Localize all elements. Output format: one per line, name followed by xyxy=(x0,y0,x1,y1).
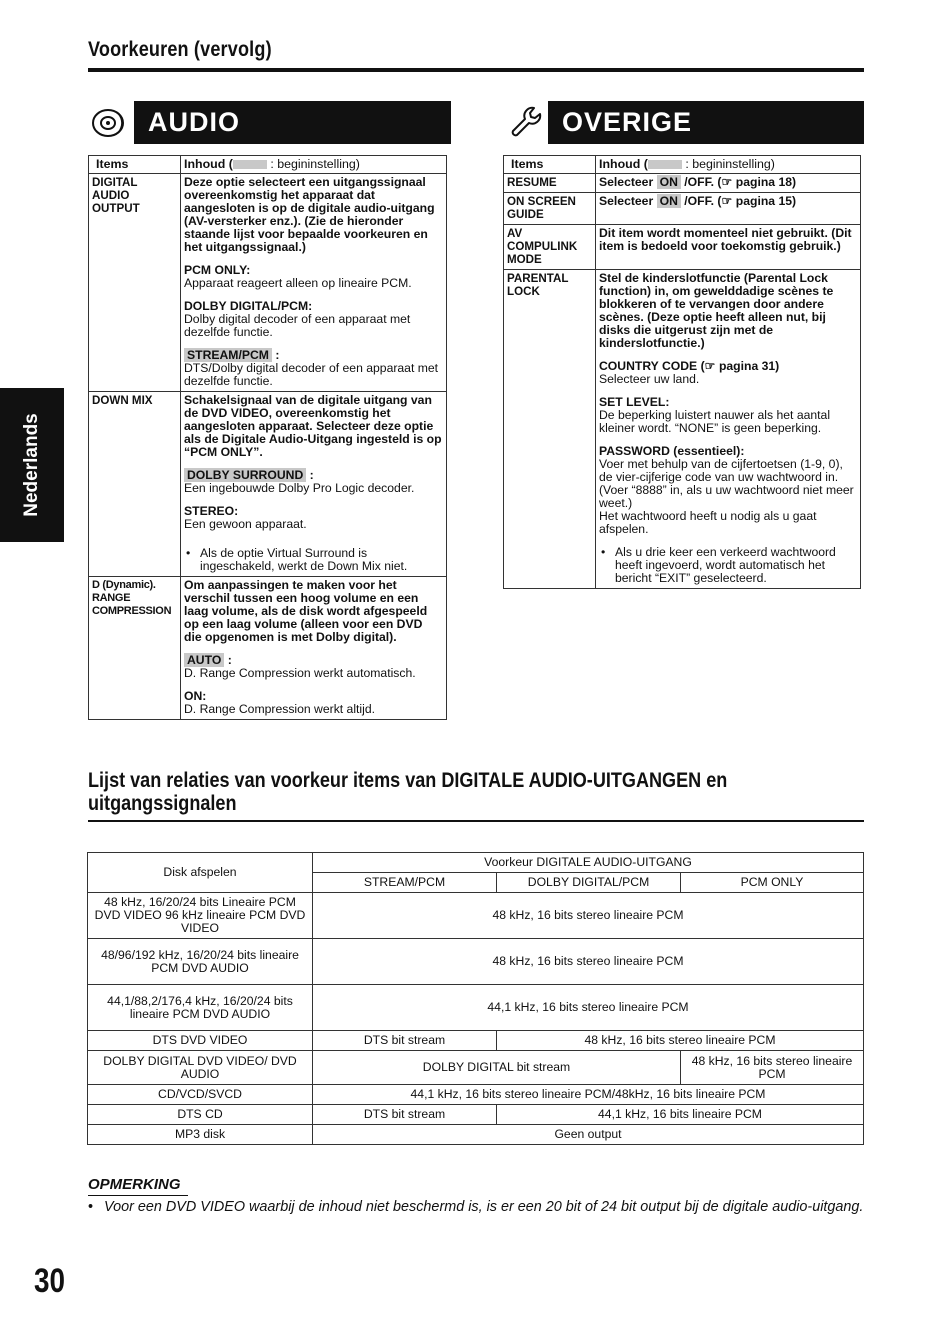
cell-disk: DOLBY DIGITAL DVD VIDEO/ DVD AUDIO xyxy=(88,1051,313,1085)
content-av-compulink-mode: Dit item wordt momenteel niet gebruikt. (Dit item is bedoeld voor toekomstig gebruik.) xyxy=(596,225,861,270)
col-items-header: Items xyxy=(89,156,181,174)
table-row xyxy=(88,1031,864,1051)
table-row xyxy=(504,174,861,193)
section-rule xyxy=(88,820,864,822)
head-dolby-digital-pcm: DOLBY DIGITAL/PCM xyxy=(497,873,681,893)
item-av-compulink-mode: AV COMPULINK MODE xyxy=(504,225,596,270)
cell-disk: MP3 disk xyxy=(88,1125,313,1145)
head-stream-pcm: STREAM/PCM xyxy=(313,873,497,893)
table-row xyxy=(89,392,447,577)
table-header-row xyxy=(88,853,864,873)
cell-output: Geen output xyxy=(313,1125,864,1145)
disc-sound-icon xyxy=(88,103,128,143)
cell-disk: 44,1/88,2/176,4 kHz, 16/20/24 bits lineaire PCM DVD AUDIO xyxy=(88,985,313,1031)
content-parental-lock: Stel de kinderslotfunctie (Parental Lock function) in, om gewelddadige scènes te blokkeren of te vervangen door andere scènes. (Deze optie heeft alleen nut, bij disks die uitgerust zijn met de kinderslotfunctie.) COUNTRY CODE (☞ pagina 31) Selecteer uw land. SET LEVEL: De beperking luistert nauwer als het aantal kleiner wordt. “NONE” is geen beperking. PASSWORD (essentieel): Voer met behulp van de cijfertoetsen (1-9, 0), de vier-cijferige code van uw wachtwoord in. (Voer “8888” in, als u uw wachtwoord niet meer weet.) Het wachtwoord heeft u nodig als u gaat afspelen. • Als u drie keer een verkeerd wachtwoord heeft ingevoerd, wordt automatisch het bericht “EXIT” geselecteerd. xyxy=(596,270,861,589)
page-number: 30 xyxy=(34,1262,66,1300)
default-option-highlight: STREAM/PCM xyxy=(184,348,272,362)
item-on-screen-guide: ON SCREEN GUIDE xyxy=(504,193,596,225)
audio-section-title: AUDIO xyxy=(148,107,240,137)
table-header-row xyxy=(504,156,861,174)
header-rule xyxy=(88,68,864,72)
bullet-note: • Als u drie keer een verkeerd wachtwoord heeft ingevoerd, wordt automatisch het bericht “EXIT” geselecteerd. xyxy=(599,546,857,585)
cell-output: DTS bit stream xyxy=(313,1031,497,1051)
table-row xyxy=(88,939,864,985)
table-row xyxy=(88,985,864,1031)
page-title: Voorkeuren (vervolg) xyxy=(88,38,272,61)
default-option-highlight: ON xyxy=(657,194,681,208)
side-tab-label: Nederlands xyxy=(21,413,42,517)
head-pcm-only: PCM ONLY xyxy=(681,873,864,893)
note-title: OPMERKING xyxy=(88,1176,181,1193)
cell-output: 48 kHz, 16 bits stereo lineaire PCM xyxy=(681,1051,864,1085)
wrench-icon xyxy=(505,103,545,143)
cell-output: 44,1 kHz, 16 bits stereo lineaire PCM/48kHz, 16 bits lineaire PCM xyxy=(313,1085,864,1105)
item-digital-audio-output: DIGITAL AUDIO OUTPUT xyxy=(89,174,181,392)
default-option-highlight: AUTO xyxy=(184,653,224,667)
note-underline xyxy=(88,1195,188,1196)
col-items-header: Items xyxy=(504,156,596,174)
table-row xyxy=(504,270,861,589)
table-row xyxy=(89,577,447,720)
content-down-mix: Schakelsignaal van de digitale uitgang van de DVD VIDEO, overeenkomstig het aangesloten apparaat. Selecteer deze optie als de Digitale Audio-Uitgang ingesteld is op “PCM ONLY”. DOLBY SURROUND : Een ingebouwde Dolby Pro Logic decoder. STEREO: Een gewoon apparaat. • Als de optie Virtual Surround is ingeschakeld, werkt de Down Mix niet. xyxy=(181,392,447,577)
content-digital-audio-output: Deze optie selecteert een uitgangssignaal overeenkomstig het apparaat dat aangesloten is op de digitale audio-uitgang (AV-versterker enz.). (Zie de hieronder staande lijst voor bepaalde voorkeuren en het uitgangssignaal.) PCM ONLY: Apparaat reageert alleen op lineaire PCM. DOLBY DIGITAL/PCM: Dolby digital decoder of een apparaat met dezelfde functie. STREAM/PCM : DTS/Dolby digital decoder of een apparaat met dezelfde functie. xyxy=(181,174,447,392)
cell-output: 44,1 kHz, 16 bits stereo lineaire PCM xyxy=(313,985,864,1031)
cell-disk: DTS DVD VIDEO xyxy=(88,1031,313,1051)
default-setting-swatch xyxy=(233,160,267,169)
table-row xyxy=(88,1051,864,1085)
table-row xyxy=(88,893,864,939)
cell-output: DOLBY DIGITAL bit stream xyxy=(313,1051,681,1085)
col-content-header: Inhoud ( : begininstelling) xyxy=(596,156,861,174)
audio-table xyxy=(88,155,447,720)
bullet-note: • Als de optie Virtual Surround is ingeschakeld, werkt de Down Mix niet. xyxy=(184,547,443,573)
table-header-row xyxy=(89,156,447,174)
content-range-compression: Om aanpassingen te maken voor het verschil tussen een hoog volume en een laag volume, als de disk wordt afgespeeld op een laag volume (alleen voor een DVD die opgenomen is met Dolby digital). AUTO : D. Range Compression werkt automatisch. ON: D. Range Compression werkt altijd. xyxy=(181,577,447,720)
table-row xyxy=(504,193,861,225)
item-resume: RESUME xyxy=(504,174,596,193)
cell-disk: 48 kHz, 16/20/24 bits Lineaire PCM DVD VIDEO 96 kHz lineaire PCM DVD VIDEO xyxy=(88,893,313,939)
language-side-tab xyxy=(0,388,64,542)
content-on-screen-guide: Selecteer ON /OFF. (☞ pagina 15) xyxy=(596,193,861,225)
audio-section-bar xyxy=(134,101,451,144)
output-relation-table xyxy=(87,852,864,1145)
cell-output: DTS bit stream xyxy=(313,1105,497,1125)
cell-output: 48 kHz, 16 bits stereo lineaire PCM xyxy=(497,1031,864,1051)
default-option-highlight: DOLBY SURROUND xyxy=(184,468,306,482)
table-row xyxy=(89,174,447,392)
cell-output: 44,1 kHz, 16 bits lineaire PCM xyxy=(497,1105,864,1125)
item-down-mix: DOWN MIX xyxy=(89,392,181,577)
note-text: • Voor een DVD VIDEO waarbij de inhoud niet beschermd is, is er een 20 bit of 24 bit output bij de digitale audio-uitgang. xyxy=(88,1198,864,1216)
default-option-highlight: ON xyxy=(657,175,681,189)
table-row xyxy=(88,1105,864,1125)
content-resume: Selecteer ON /OFF. (☞ pagina 18) xyxy=(596,174,861,193)
cell-output: 48 kHz, 16 bits stereo lineaire PCM xyxy=(313,939,864,985)
table-row xyxy=(88,1085,864,1105)
item-range-compression: D (Dynamic). RANGE COMPRESSION xyxy=(89,577,181,720)
overige-table xyxy=(503,155,861,589)
relation-list-title: Lijst van relaties van voorkeur items van DIGITALE AUDIO-UITGANGEN en uitgangssignalen xyxy=(88,769,728,815)
cell-disk: CD/VCD/SVCD xyxy=(88,1085,313,1105)
item-parental-lock: PARENTAL LOCK xyxy=(504,270,596,589)
table-row xyxy=(504,225,861,270)
overige-section-title: OVERIGE xyxy=(562,107,693,137)
overige-section-bar xyxy=(548,101,864,144)
head-preference: Voorkeur DIGITALE AUDIO-UITGANG xyxy=(313,853,864,873)
table-row xyxy=(88,1125,864,1145)
cell-disk: 48/96/192 kHz, 16/20/24 bits lineaire PCM DVD AUDIO xyxy=(88,939,313,985)
cell-disk: DTS CD xyxy=(88,1105,313,1125)
cell-output: 48 kHz, 16 bits stereo lineaire PCM xyxy=(313,893,864,939)
head-disk: Disk afspelen xyxy=(88,853,313,893)
col-content-header: Inhoud ( : begininstelling) xyxy=(181,156,447,174)
default-setting-swatch xyxy=(648,160,682,169)
